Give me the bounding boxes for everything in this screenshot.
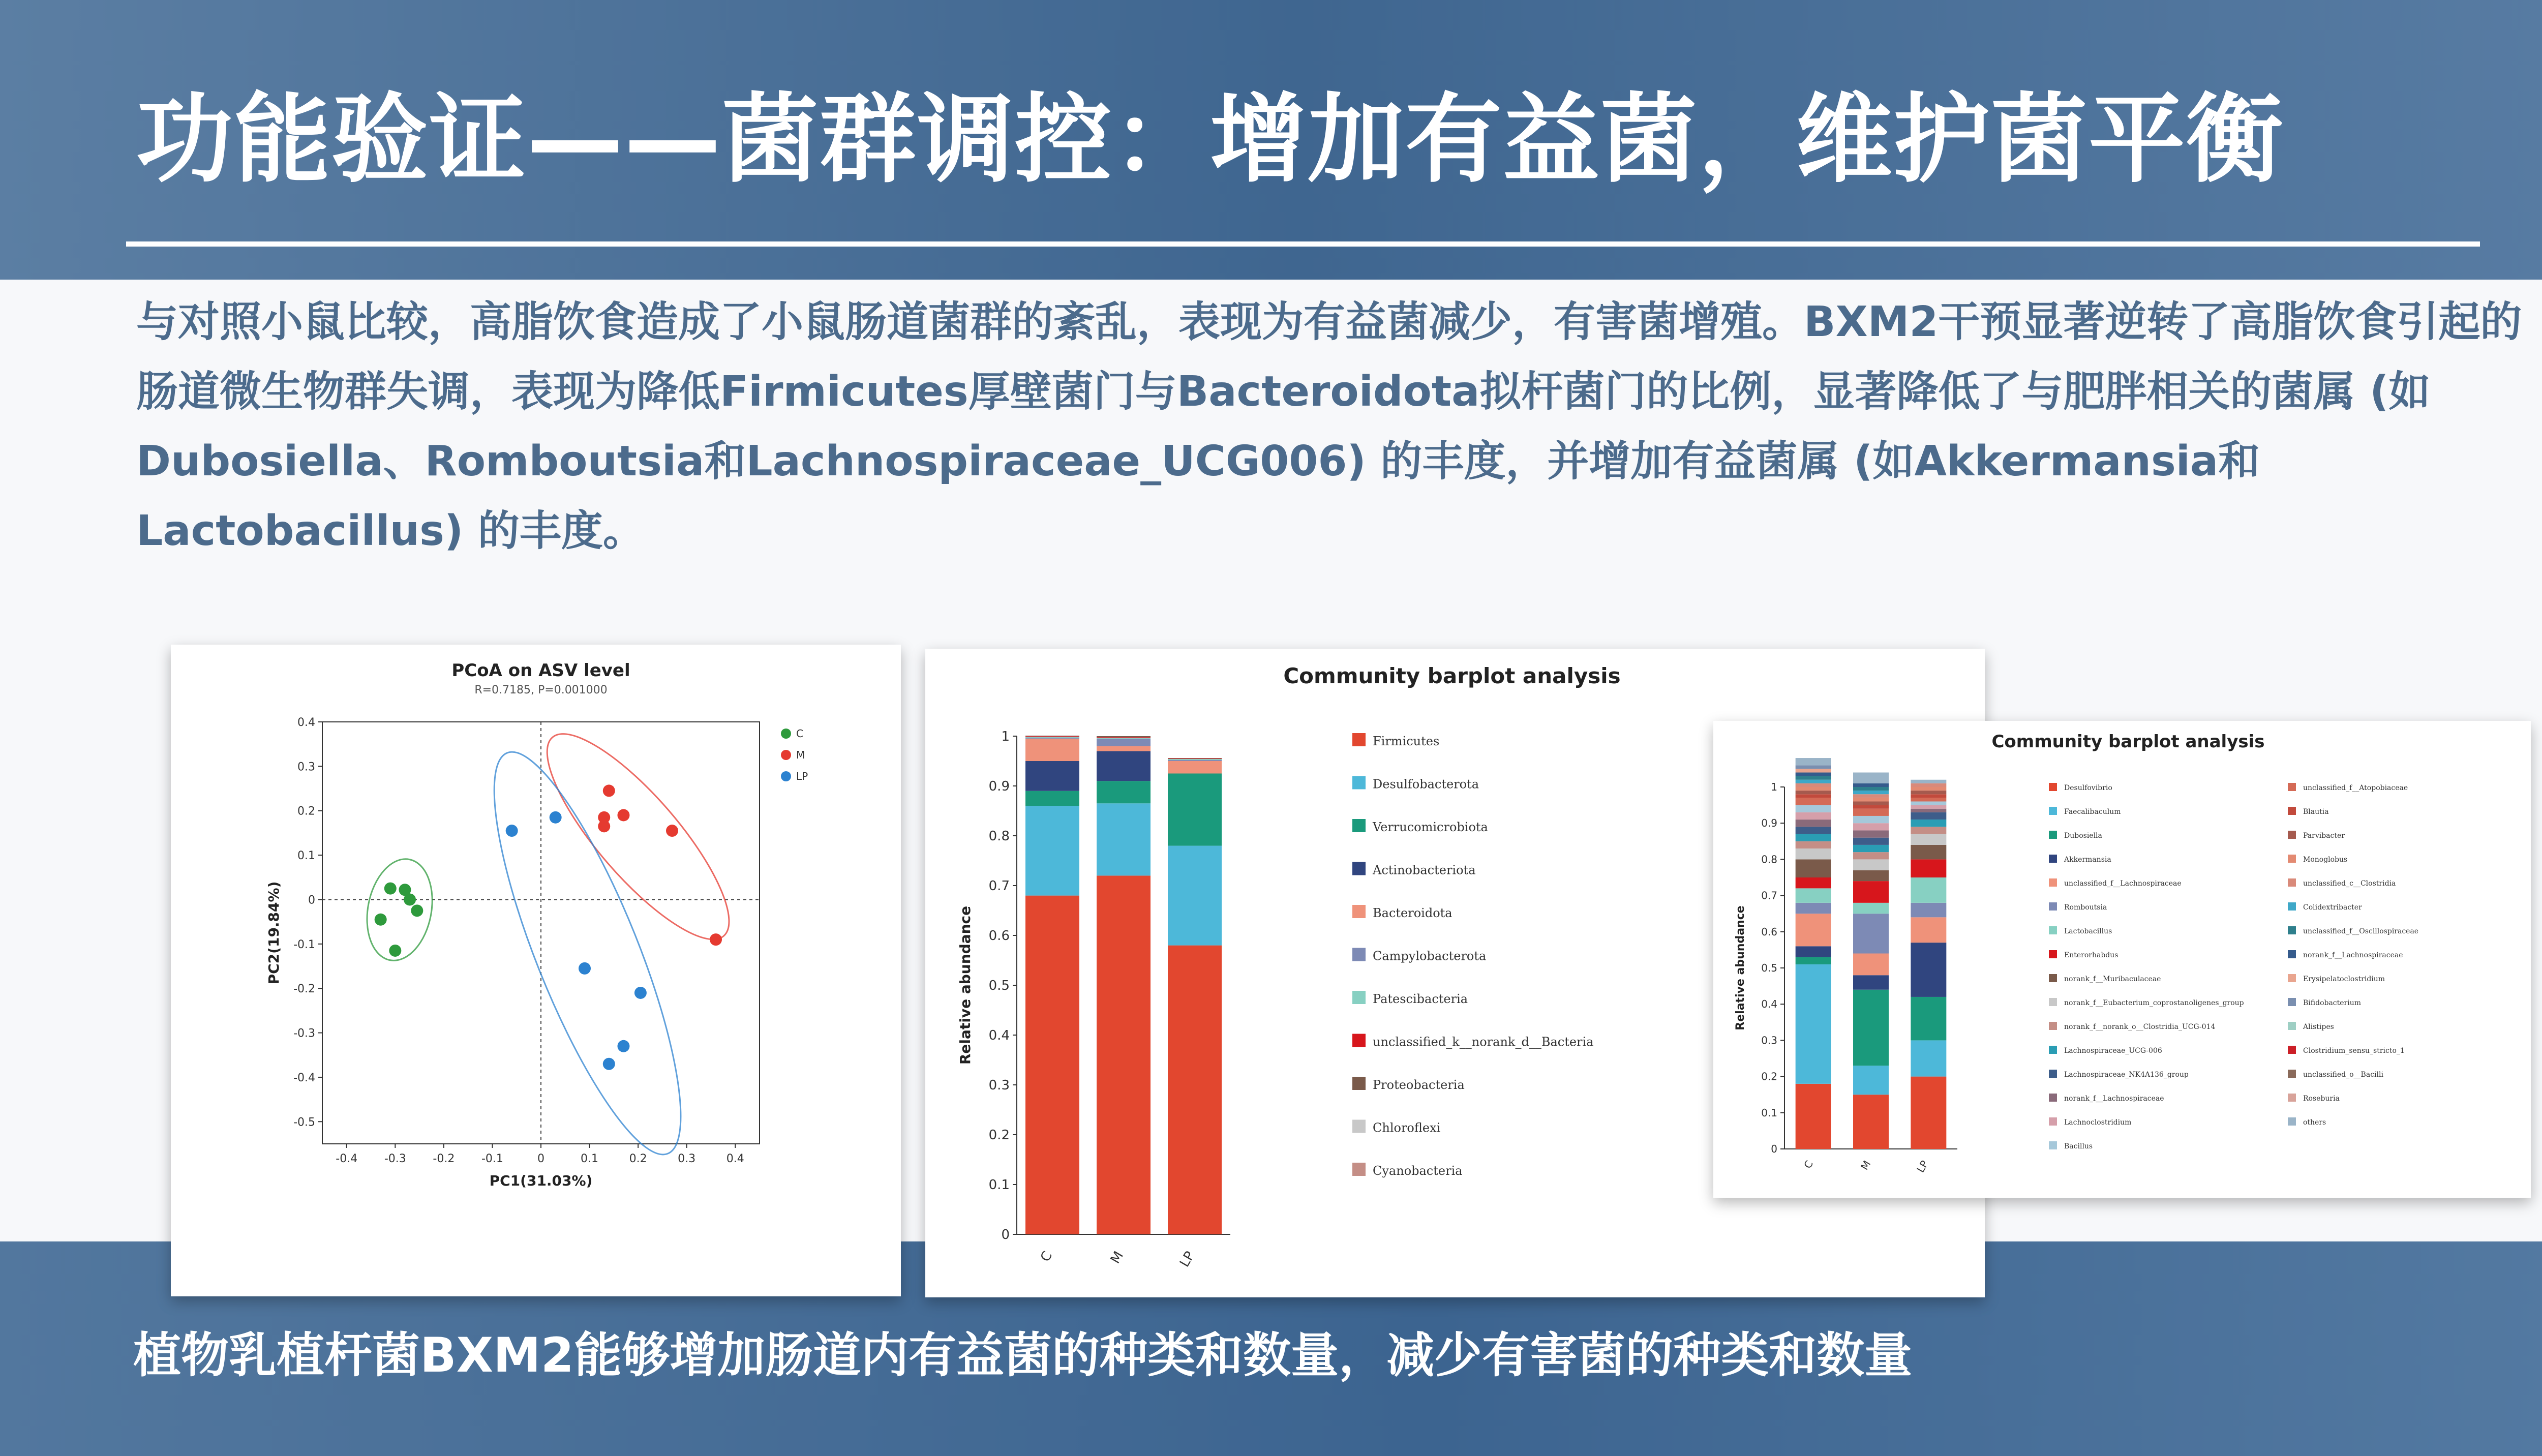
bar-segment-LP-9 (1911, 834, 1946, 845)
bar-segment-M-2 (1097, 781, 1151, 803)
bar-segment-C-19 (1796, 787, 1831, 791)
legend-swatch (1352, 819, 1366, 832)
x-axis-label: PC1(31.03%) (489, 1172, 593, 1189)
legend-label: Actinobacteriota (1373, 863, 1476, 877)
legend-swatch (1352, 905, 1366, 918)
y-tick-label: 0.4 (297, 716, 315, 729)
legend-swatch (1352, 733, 1366, 746)
x-tick-label: 0.1 (581, 1152, 599, 1165)
bar-segment-LP-7 (1911, 859, 1946, 877)
bar-segment-M-4 (1097, 746, 1151, 751)
bar-segment-LP-4 (1168, 761, 1222, 774)
bar-segment-C-25 (1796, 765, 1831, 769)
legend-swatch (2288, 855, 2296, 863)
bar-segment-C-24 (1796, 769, 1831, 772)
legend-label: norank_f__Eubacterium_coprostanoligenes_group (2064, 999, 2244, 1007)
legend-swatch-M (781, 750, 791, 760)
x-tick-label: -0.1 (481, 1152, 503, 1165)
legend-label: norank_f__norank_o__Clostridia_UCG-014 (2064, 1023, 2216, 1031)
data-point-LP (617, 1040, 629, 1052)
legend-label: Colidextribacter (2303, 903, 2362, 912)
legend-label: C (796, 727, 803, 740)
legend-swatch (2049, 1022, 2057, 1030)
bar-segment-C-30 (1796, 758, 1831, 765)
bar-segment-LP-1 (1168, 846, 1222, 946)
bar-segment-C-3 (1796, 946, 1831, 957)
legend-swatch (2049, 902, 2057, 911)
x-tick-label: LP (1914, 1158, 1931, 1175)
legend-label: unclassified_k__norank_d__Bacteria (1373, 1035, 1594, 1049)
legend-label: Lactobacillus (2064, 927, 2112, 935)
bar-segment-C-6 (1025, 737, 1079, 738)
bar-segment-C-7 (1025, 736, 1079, 737)
y-tick-label: -0.2 (293, 983, 315, 996)
intro-paragraph: 与对照小鼠比较，高脂饮食造成了小鼠肠道菌群的紊乱，表现为有益菌减少，有害菌增殖。BXM2干预显著逆转了高脂饮食引起的肠道微生物群失调，表现为降低Firmicutes厚壁菌门与Bacteroidota拟杆菌门的比例，显著降低了与肥胖相关的菌属 (如Dubosiella、Romboutsia和Lachnospiraceae_UCG006) 的丰度，并增加有益菌属 (如Akkermansia和Lactobacillus) 的丰度。 (136, 298, 2522, 555)
bar-segment-M-19 (1853, 798, 1889, 801)
y-tick-label: 1 (1771, 781, 1777, 793)
legend-label: Bifidobacterium (2303, 999, 2362, 1007)
bar-segment-M-3 (1097, 751, 1151, 781)
bar-segment-M-1 (1097, 803, 1151, 875)
bar-segment-M-14 (1853, 823, 1889, 830)
bar-segment-C-1 (1796, 964, 1831, 1084)
bar-segment-M-5 (1097, 739, 1151, 746)
x-tick-label: 0 (537, 1152, 544, 1165)
legend-swatch (2049, 950, 2057, 958)
legend-swatch (2288, 831, 2296, 839)
bar-segment-LP-19 (1911, 787, 1946, 791)
chart-subtitle: R=0.7185, P=0.001000 (474, 684, 608, 696)
bar-segment-C-22 (1796, 776, 1831, 780)
legend-label: Chloroflexi (1373, 1120, 1441, 1135)
data-point-LP (603, 1058, 615, 1070)
y-tick-label: 0.5 (1761, 962, 1777, 974)
legend-label: Verrucomicrobiota (1373, 820, 1488, 834)
bar-segment-LP-15 (1911, 801, 1946, 805)
bar-segment-LP-12 (1911, 812, 1946, 820)
legend-label: Lachnospiraceae_UCG-006 (2064, 1047, 2162, 1055)
legend-swatch (2049, 1117, 2057, 1126)
bar-segment-M-0 (1853, 1095, 1889, 1149)
bar-segment-M-0 (1097, 875, 1151, 1234)
bar-segment-C-6 (1796, 888, 1831, 902)
y-tick-label: 0.3 (988, 1078, 1010, 1094)
y-tick-label: 0 (1001, 1227, 1010, 1243)
bar-segment-M-18 (1853, 801, 1889, 805)
bar-segment-C-12 (1796, 827, 1831, 834)
legend-label: Romboutsia (2064, 903, 2107, 912)
bar-segment-LP-2 (1168, 774, 1222, 846)
y-tick-label: 0.8 (988, 829, 1010, 844)
legend-label: Dubosiella (2064, 832, 2102, 840)
y-tick-label: 0.4 (1761, 998, 1777, 1011)
bar-segment-LP-5 (1911, 903, 1946, 917)
y-axis-label: Relative abundance (1734, 905, 1747, 1030)
bar-segment-LP-30 (1911, 780, 1946, 783)
y-tick-label: -0.4 (293, 1071, 315, 1084)
legend-label: norank_f__Muribaculaceae (2064, 975, 2161, 983)
genus-barplot-chart (1713, 721, 2531, 1198)
x-tick-label: -0.3 (384, 1152, 406, 1165)
chart-title: PCoA on ASV level (451, 660, 630, 681)
bar-segment-LP-11 (1911, 820, 1946, 827)
x-tick-label: M (1858, 1158, 1873, 1172)
legend-label: Monoglobus (2303, 856, 2348, 864)
y-tick-label: 0.1 (1761, 1106, 1777, 1119)
legend-swatch (1352, 776, 1366, 790)
legend-swatch (2049, 1046, 2057, 1054)
legend-swatch-LP (781, 771, 791, 781)
pcoa-chart-panel (171, 645, 901, 1296)
data-point-M (617, 809, 629, 821)
data-point-M (710, 933, 722, 946)
x-tick-label: LP (1176, 1249, 1198, 1270)
data-point-C (411, 904, 423, 917)
bar-segment-M-8 (1097, 736, 1151, 737)
legend-swatch (2049, 783, 2057, 791)
bar-segment-M-5 (1853, 914, 1889, 953)
y-tick-label: -0.3 (293, 1027, 315, 1040)
bar-segment-M-8 (1853, 870, 1889, 881)
y-tick-label: 0.5 (988, 978, 1010, 994)
legend-swatch (1352, 948, 1366, 961)
bar-segment-M-6 (1853, 903, 1889, 914)
bar-segment-C-1 (1025, 806, 1079, 895)
legend-label: Firmicutes (1373, 734, 1440, 748)
legend-label: Campylobacterota (1373, 949, 1487, 963)
data-point-LP (506, 825, 518, 837)
legend-label: Clostridium_sensu_stricto_1 (2303, 1047, 2405, 1055)
bar-segment-M-6 (1097, 738, 1151, 739)
y-tick-label: 0.4 (988, 1028, 1010, 1044)
legend-swatch (2288, 783, 2296, 791)
legend-label: Akkermansia (2064, 856, 2111, 864)
bar-segment-LP-20 (1911, 783, 1946, 787)
legend-swatch (1352, 1120, 1366, 1133)
legend-label: unclassified_f__Oscillospiraceae (2303, 927, 2419, 935)
legend-label: Bacteroidota (1373, 906, 1452, 920)
legend-label: Faecalibaculum (2064, 808, 2121, 816)
bar-segment-M-17 (1853, 805, 1889, 809)
y-tick-label: 0.2 (297, 805, 315, 818)
data-point-M (603, 784, 615, 797)
legend-swatch (2049, 855, 2057, 863)
bar-segment-C-21 (1796, 780, 1831, 783)
chart-title: Community barplot analysis (1283, 663, 1621, 688)
bar-segment-M-7 (1853, 881, 1889, 903)
bar-segment-M-30 (1853, 773, 1889, 783)
bar-segment-C-9 (1796, 848, 1831, 859)
data-point-C (389, 945, 401, 957)
legend-label: Desulfovibrio (2064, 784, 2112, 792)
y-tick-label: 1 (1001, 729, 1010, 745)
legend-swatch-C (781, 729, 791, 739)
bar-segment-C-14 (1796, 812, 1831, 820)
legend-label: M (796, 749, 805, 761)
bar-segment-LP-0 (1168, 946, 1222, 1234)
bar-segment-LP-8 (1168, 758, 1222, 759)
bar-segment-LP-10 (1911, 827, 1946, 834)
bar-segment-LP-0 (1911, 1077, 1946, 1149)
y-tick-label: 0.1 (297, 850, 315, 863)
y-tick-label: 0.1 (988, 1177, 1010, 1193)
bar-segment-C-7 (1796, 877, 1831, 888)
y-tick-label: 0 (308, 894, 315, 907)
y-tick-label: 0.7 (988, 878, 1010, 894)
legend-swatch (1352, 991, 1366, 1004)
data-point-C (375, 914, 387, 926)
legend-swatch (2288, 902, 2296, 911)
legend-label: norank_f__Lachnospiraceae (2064, 1095, 2164, 1103)
legend-swatch (1352, 1163, 1366, 1176)
conclusion-text: 植物乳植杆菌BXM2能够增加肠道内有益菌的种类和数量，减少有害菌的种类和数量 (133, 1328, 1913, 1383)
bar-segment-C-17 (1796, 794, 1831, 798)
legend-label: Desulfobacterota (1373, 777, 1479, 792)
legend-swatch (2049, 878, 2057, 887)
legend-swatch (2049, 807, 2057, 815)
bar-segment-C-5 (1025, 738, 1079, 739)
bar-segment-C-4 (1025, 739, 1079, 761)
bar-segment-LP-3 (1911, 943, 1946, 997)
y-axis-label: Relative abundance (957, 905, 974, 1065)
legend-swatch (1352, 1034, 1366, 1047)
confidence-ellipse-M (522, 711, 754, 962)
page-title: 功能验证——菌群调控：增加有益菌，维护菌平衡 (136, 83, 2284, 196)
bar-segment-M-1 (1853, 1066, 1889, 1095)
bar-segment-C-8 (1796, 859, 1831, 877)
legend-label: Lachnoclostridium (2064, 1118, 2132, 1127)
data-point-LP (550, 811, 562, 824)
bar-segment-M-7 (1097, 737, 1151, 738)
data-point-LP (579, 962, 591, 975)
bar-segment-M-4 (1853, 954, 1889, 976)
y-tick-label: -0.5 (293, 1116, 315, 1129)
pcoa-chart (171, 645, 901, 1296)
legend-label: unclassified_f__Atopobiaceae (2303, 784, 2408, 792)
data-point-C (404, 893, 416, 905)
bar-segment-M-2 (1853, 990, 1889, 1066)
x-tick-label: 0.4 (726, 1152, 744, 1165)
bar-segment-LP-8 (1911, 845, 1946, 859)
legend-swatch (2049, 1141, 2057, 1149)
x-tick-label: 0.2 (629, 1152, 647, 1165)
legend-swatch (2049, 926, 2057, 934)
legend-label: Patescibacteria (1373, 992, 1468, 1006)
legend-swatch (2288, 1022, 2296, 1030)
chart-title: Community barplot analysis (1991, 732, 2265, 752)
bar-segment-M-16 (1853, 809, 1889, 816)
bar-segment-LP-16 (1911, 798, 1946, 801)
bar-segment-LP-4 (1911, 917, 1946, 943)
bar-segment-M-9 (1853, 859, 1889, 870)
legend-label: norank_f__Lachnospiraceae (2303, 951, 2403, 959)
legend-label: Parvibacter (2303, 832, 2345, 840)
y-tick-label: 0.2 (988, 1128, 1010, 1143)
bar-segment-M-22 (1853, 787, 1889, 791)
bar-segment-M-23 (1853, 783, 1889, 787)
legend-swatch (2049, 998, 2057, 1006)
legend-label: Bacillus (2064, 1142, 2093, 1150)
bar-segment-C-4 (1796, 914, 1831, 946)
bar-segment-C-11 (1796, 834, 1831, 841)
bar-segment-M-3 (1853, 975, 1889, 989)
legend-label: Lachnospiraceae_NK4A136_group (2064, 1071, 2189, 1079)
y-tick-label: 0.6 (1761, 925, 1777, 938)
bar-segment-LP-1 (1911, 1040, 1946, 1076)
bar-segment-LP-6 (1168, 759, 1222, 760)
bar-segment-LP-17 (1911, 794, 1946, 798)
legend-label: Roseburia (2303, 1095, 2340, 1103)
legend-label: unclassified_f__Lachnospiraceae (2064, 879, 2182, 888)
bar-segment-LP-14 (1911, 805, 1946, 809)
legend-swatch (2049, 1070, 2057, 1078)
genus-barplot-panel (1713, 721, 2531, 1198)
bar-segment-LP-13 (1911, 809, 1946, 812)
x-tick-label: C (1801, 1158, 1815, 1171)
bar-segment-C-23 (1796, 773, 1831, 776)
bar-segment-C-2 (1025, 791, 1079, 806)
legend-label: Proteobacteria (1373, 1078, 1465, 1092)
bar-segment-M-20 (1853, 794, 1889, 798)
bar-segment-LP-6 (1911, 877, 1946, 903)
data-point-M (598, 820, 610, 832)
legend-swatch (2288, 974, 2296, 982)
y-tick-label: 0.3 (297, 761, 315, 774)
legend-label: LP (796, 770, 808, 782)
data-point-C (384, 883, 397, 895)
bar-segment-C-10 (1796, 841, 1831, 848)
bar-segment-M-11 (1853, 845, 1889, 852)
confidence-ellipse-LP (460, 734, 715, 1173)
legend-swatch (2288, 878, 2296, 887)
y-tick-label: 0.3 (1761, 1034, 1777, 1047)
legend-swatch (2049, 1094, 2057, 1102)
x-tick-label: C (1038, 1249, 1056, 1265)
bar-segment-M-13 (1853, 830, 1889, 837)
y-tick-label: -0.1 (293, 938, 315, 951)
legend-label: Blautia (2303, 808, 2329, 816)
legend-swatch (2288, 1046, 2296, 1054)
y-tick-label: 0.8 (1761, 853, 1777, 866)
bar-segment-C-0 (1025, 896, 1079, 1234)
legend-swatch (1352, 1077, 1366, 1090)
bar-segment-C-15 (1796, 805, 1831, 812)
legend-label: unclassified_o__Bacilli (2303, 1071, 2383, 1079)
legend-swatch (2288, 998, 2296, 1006)
legend-swatch (2049, 831, 2057, 839)
title-divider (126, 241, 2480, 247)
bar-segment-C-5 (1796, 903, 1831, 914)
legend-label: unclassified_c__Clostridia (2303, 879, 2396, 888)
legend-swatch (1352, 862, 1366, 875)
bar-segment-M-12 (1853, 838, 1889, 845)
y-tick-label: 0.9 (988, 779, 1010, 795)
x-tick-label: 0.3 (678, 1152, 696, 1165)
legend-swatch (2288, 1117, 2296, 1126)
y-tick-label: 0.6 (988, 928, 1010, 944)
x-tick-label: M (1107, 1249, 1127, 1266)
x-tick-label: -0.4 (336, 1152, 358, 1165)
bar-segment-LP-5 (1168, 760, 1222, 761)
bar-segment-LP-2 (1911, 997, 1946, 1040)
bar-segment-LP-18 (1911, 791, 1946, 794)
x-tick-label: -0.2 (433, 1152, 455, 1165)
bar-segment-C-20 (1796, 783, 1831, 787)
bar-segment-C-3 (1025, 761, 1079, 791)
bar-segment-M-21 (1853, 791, 1889, 794)
bar-segment-M-10 (1853, 852, 1889, 859)
legend-swatch (2288, 950, 2296, 958)
bar-segment-C-16 (1796, 798, 1831, 805)
y-tick-label: 0 (1771, 1143, 1777, 1155)
legend-swatch (2049, 974, 2057, 982)
bar-segment-C-0 (1796, 1084, 1831, 1149)
y-tick-label: 0.9 (1761, 817, 1777, 830)
y-axis-label: PC2(19.84%) (265, 881, 282, 985)
legend-label: Cyanobacteria (1373, 1164, 1463, 1178)
legend-swatch (2288, 1094, 2296, 1102)
y-tick-label: 0.7 (1761, 889, 1777, 902)
bar-segment-M-15 (1853, 816, 1889, 823)
bar-segment-C-2 (1796, 957, 1831, 964)
legend-swatch (2288, 926, 2296, 934)
legend-swatch (2288, 807, 2296, 815)
y-tick-label: 0.2 (1761, 1070, 1777, 1083)
legend-label: Erysipelatoclostridium (2303, 975, 2385, 983)
data-point-M (666, 825, 678, 837)
legend-label: Enterorhabdus (2064, 951, 2119, 959)
bar-segment-C-18 (1796, 791, 1831, 794)
legend-label: others (2303, 1118, 2326, 1127)
bar-segment-C-13 (1796, 820, 1831, 827)
legend-swatch (2288, 1070, 2296, 1078)
data-point-LP (634, 987, 647, 999)
legend-label: Alistipes (2303, 1023, 2334, 1031)
